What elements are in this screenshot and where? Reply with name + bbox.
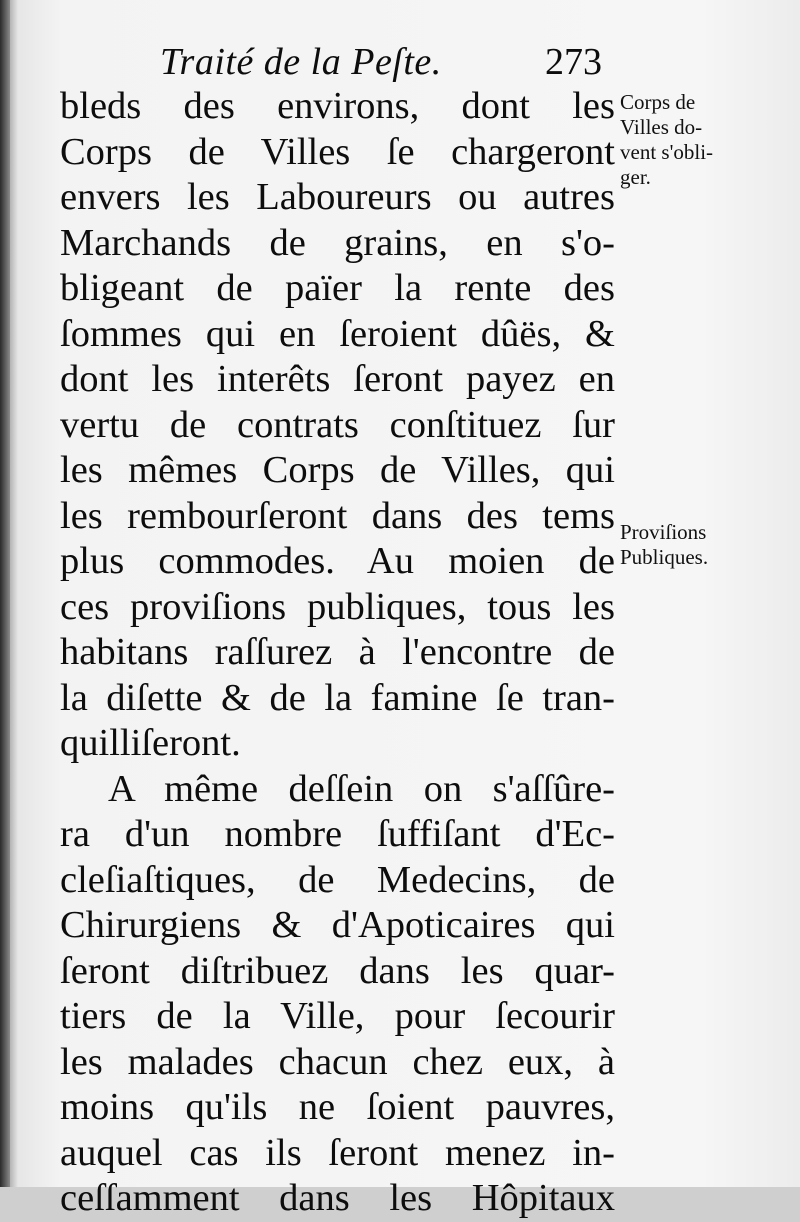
text-line: les malades chacun chez eux, à <box>60 1040 615 1083</box>
text-line: ra d'un nombre ſuffiſant d'Ec- <box>60 813 615 855</box>
text-line: ceſſamment dans les Hôpitaux <box>60 1177 615 1219</box>
text-line: habitans raſſurez à l'encontre de <box>60 631 615 673</box>
margin-note-line: ger. <box>620 165 651 189</box>
text-line: quilliſeront. <box>60 722 241 764</box>
text-line: plus commodes. Au moien de <box>60 540 615 582</box>
margin-note-line: Proviſions <box>620 520 707 544</box>
text-line: moins qu'ils ne ſoient pauvres, <box>60 1086 615 1128</box>
text-line: dont les interêts ſeront payez en <box>60 358 615 400</box>
paragraph-start-line: A même deſſein on s'aſſûre- <box>108 767 615 810</box>
margin-note-corps-de-villes <box>620 90 800 190</box>
text-line: cleſiaſtiques, de Medecins, de <box>60 858 615 901</box>
margin-note-line: Corps de <box>620 90 696 114</box>
text-line: Corps de Villes ſe chargeront <box>60 130 615 173</box>
text-line: ces proviſions publiques, tous les <box>60 585 615 628</box>
text-line: bleds des environs, dont les <box>60 85 615 127</box>
text-line: les rembourſeront dans des tems <box>60 494 615 537</box>
margin-note-line: Villes do- <box>620 115 703 139</box>
margin-note-line: vent s'obli- <box>620 140 714 164</box>
page-number: 273 <box>545 41 602 83</box>
text-line: ſeront diſtribuez dans les quar- <box>60 949 615 992</box>
page-gutter-shadow <box>0 0 10 1187</box>
margin-note-line: Publiques. <box>620 545 709 569</box>
text-line: bligeant de païer la rente des <box>60 267 615 309</box>
text-line: tiers de la Ville, pour ſecourir <box>60 995 615 1037</box>
body-text <box>60 84 615 1222</box>
margin-note-provisions <box>620 520 800 570</box>
running-title: Traité de la Peſte. <box>160 41 442 83</box>
text-line: vertu de contrats conſtituez ſur <box>60 403 615 446</box>
text-line: la diſette & de la famine ſe tran- <box>60 676 615 719</box>
text-line: les mêmes Corps de Villes, qui <box>60 449 615 491</box>
text-line: Marchands de grains, en s'o- <box>60 221 615 264</box>
text-line: Chirurgiens & d'Apoticaires qui <box>60 904 615 946</box>
text-line: envers les Laboureurs ou autres <box>60 176 615 218</box>
text-line: auquel cas ils ſeront menez in- <box>60 1131 615 1174</box>
text-line: ſommes qui en ſeroient dûës, & <box>60 312 615 355</box>
